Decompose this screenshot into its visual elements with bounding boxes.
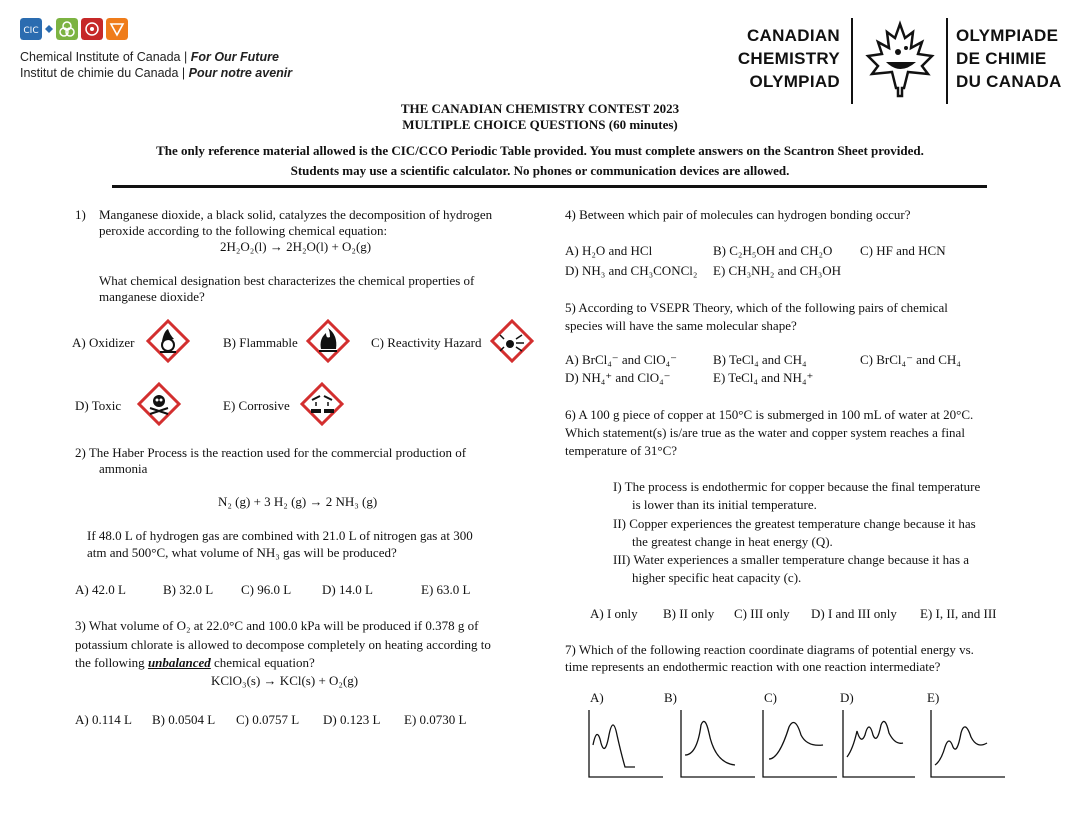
csc-logo-square [56,18,78,40]
exam-notice: The only reference material allowed is the CIC/CCO Periodic Table provided. You must complete answers on the Scantron Sheet provided. [156,143,924,158]
q6-statement-3: III) Water experiences a smaller temperature change because it has a [613,552,970,567]
q7-option-e[interactable]: E) [927,690,940,705]
q1-question: manganese dioxide? [99,289,205,304]
q4-option-c[interactable]: C) HF and HCN [860,243,946,258]
q2-option-c[interactable]: C) 96.0 L [241,582,292,597]
cic-english-name: Chemical Institute of Canada | For Our Future [20,50,279,64]
q3-equation: KClO₃(s) → KCl(s) + O₂(g) [211,673,359,688]
divider [851,18,853,104]
q7-text: 7) Which of the following reaction coordinate diagrams of potential energy vs. [565,642,974,657]
reactivity-hazard-icon [490,319,534,363]
q5-option-e[interactable]: E) TeCl₄ and NH₄⁺ [713,370,814,385]
q3-text: 3) What volume of O₂ at 22.0°C and 100.0 kPa will be produced if 0.378 g of [75,618,479,633]
q6-option-b[interactable]: B) II only [663,606,715,621]
q7-option-c[interactable]: C) [764,690,777,705]
q1-option-a[interactable]: A) Oxidizer [72,335,135,350]
q3-text: potassium chlorate is allowed to decompose completely on heating according to [75,637,491,652]
q6-text: 6) A 100 g piece of copper at 150°C is submerged in 100 mL of water at 20°C. [565,407,974,422]
q6-statement-2: the greatest change in heat energy (Q). [632,534,833,549]
q6-option-c[interactable]: C) III only [734,606,790,621]
q7-option-d[interactable]: D) [840,690,854,705]
exam-title: THE CANADIAN CHEMISTRY CONTEST 2023 [400,101,680,116]
corrosive-hazard-icon [300,382,344,426]
q6-option-e[interactable]: E) I, II, and III [920,606,997,621]
q1-option-b[interactable]: B) Flammable [223,335,298,350]
divider [946,18,948,104]
q4-text: 4) Between which pair of molecules can hydrogen bonding occur? [565,207,911,222]
header-rule [112,185,987,188]
q2-option-d[interactable]: D) 14.0 L [322,582,373,597]
q3-option-b[interactable]: B) 0.0504 L [152,712,216,727]
q6-option-a[interactable]: A) I only [590,606,638,621]
exam-subtitle: MULTIPLE CHOICE QUESTIONS (60 minutes) [402,117,678,132]
q6-text: temperature of 31°C? [565,443,678,458]
q3-option-c[interactable]: C) 0.0757 L [236,712,300,727]
oxidizer-hazard-icon [146,319,190,363]
cic-logo [20,18,128,40]
q6-statement-2: II) Copper experiences the greatest temperature change because it has [613,516,976,531]
q6-text: Which statement(s) is/are true as the water and copper system reaches a final [565,425,965,440]
q7-text: time represents an endothermic reaction with one reaction intermediate? [565,659,941,674]
q2-equation: N₂ (g) + 3 H₂ (g) → 2 NH₃ (g) [218,494,378,509]
q2-question: If 48.0 L of hydrogen gas are combined with 21.0 L of nitrogen gas at 300 [87,528,473,543]
flammable-hazard-icon [306,319,350,363]
q2-option-e[interactable]: E) 63.0 L [421,582,471,597]
diagram-c [763,710,837,777]
cic-logo-square [20,18,42,40]
diagram-b [681,710,755,777]
q7-option-a[interactable]: A) [590,690,604,705]
q5-option-c[interactable]: C) BrCl₄⁻ and CH₄ [860,352,961,367]
q3-option-d[interactable]: D) 0.123 L [323,712,381,727]
q3-text: the following unbalanced chemical equation? [75,655,315,670]
q6-statement-1: I) The process is endothermic for copper because the final temperature [613,479,981,494]
q1-number: 1) [75,207,86,222]
q6-option-d[interactable]: D) I and III only [811,606,897,621]
q1-text: peroxide according to the following chemical equation: [99,223,388,238]
cursor-logo-square [81,18,103,40]
q3-option-e[interactable]: E) 0.0730 L [404,712,467,727]
diamond-icon [45,25,53,33]
q2-question: atm and 500°C, what volume of NH₃ gas will be produced? [87,545,397,560]
q6-statement-3: higher specific heat capacity (c). [632,570,802,585]
q5-option-a[interactable]: A) BrCl₄⁻ and ClO₄⁻ [565,352,677,367]
cic-french-name: Institut de chimie du Canada | Pour notre avenir [20,66,293,80]
q1-text: Manganese dioxide, a black solid, catalyzes the decomposition of hydrogen [99,207,493,222]
q1-option-c[interactable]: C) Reactivity Hazard [371,335,482,350]
q1-option-e[interactable]: E) Corrosive [223,398,290,413]
exam-notice: Students may use a scientific calculator. No phones or communication devices are allowed. [290,163,790,178]
diagram-e [931,710,1005,777]
q4-option-b[interactable]: B) C₂H₅OH and CH₂O [713,243,833,258]
q5-option-d[interactable]: D) NH₄⁺ and ClO₄⁻ [565,370,671,385]
q1-question: What chemical designation best characterizes the chemical properties of [99,273,475,288]
q4-option-a[interactable]: A) H₂O and HCl [565,243,653,258]
q2-text: ammonia [99,461,148,476]
q1-equation: 2H₂O₂(l) → 2H₂O(l) + O₂(g) [220,239,372,254]
cco-french-title: OLYMPIADE DE CHIMIE DU CANADA [956,26,1062,91]
toxic-hazard-icon [137,382,181,426]
svg-text:CIC: CIC [23,26,39,36]
q5-text: 5) According to VSEPR Theory, which of the following pairs of chemical [565,300,948,315]
diagram-a [589,710,663,777]
reaction-diagrams [585,705,1005,783]
q4-option-d[interactable]: D) NH₃ and CH₃CONCl₂ [565,263,698,278]
q4-option-e[interactable]: E) CH₃NH₂ and CH₃OH [713,263,842,278]
q2-option-a[interactable]: A) 42.0 L [75,582,126,597]
diagram-d [843,710,915,777]
q6-statement-1: is lower than its initial temperature. [632,497,817,512]
q3-option-a[interactable]: A) 0.114 L [75,712,132,727]
maple-leaf-flask-icon [858,18,942,102]
q7-option-b[interactable]: B) [664,690,677,705]
q2-text: 2) The Haber Process is the reaction used for the commercial production of [75,445,467,460]
cst-logo-square [106,18,128,40]
q5-text: species will have the same molecular shape? [565,318,797,333]
q5-option-b[interactable]: B) TeCl₄ and CH₄ [713,352,807,367]
q2-option-b[interactable]: B) 32.0 L [163,582,214,597]
cco-english-title: CANADIAN CHEMISTRY OLYMPIAD [737,26,840,91]
q1-option-d[interactable]: D) Toxic [75,398,122,413]
